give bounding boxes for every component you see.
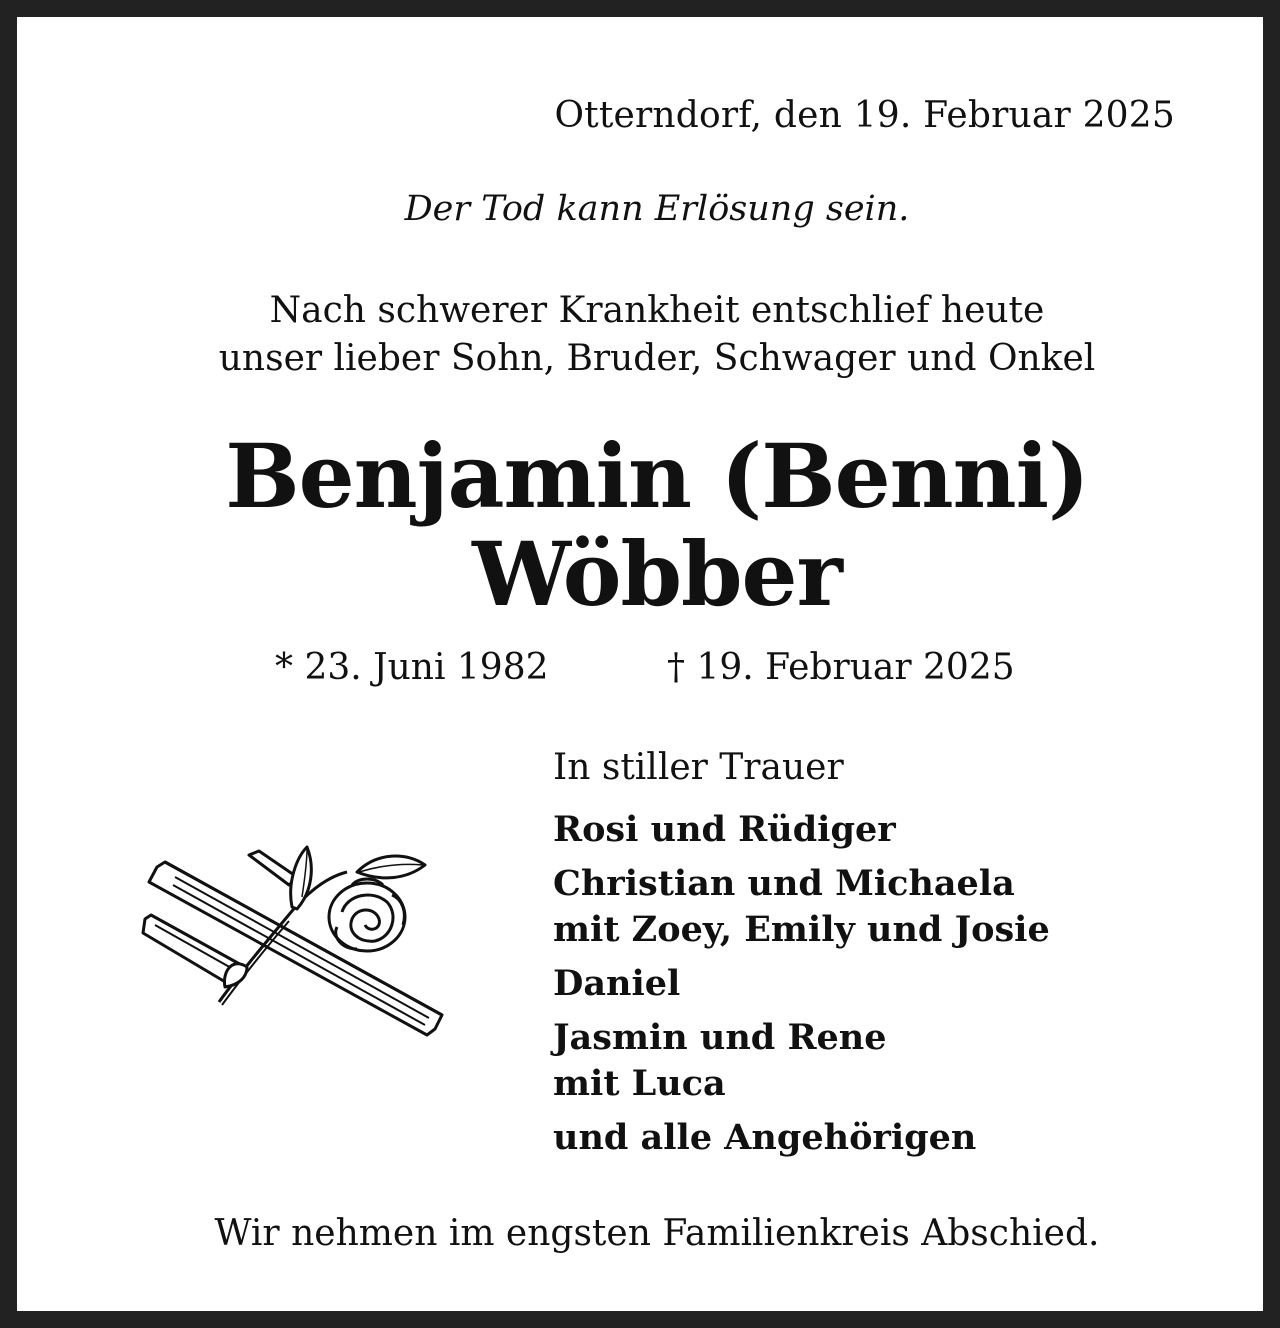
intro-line-1: Nach schwerer Krankheit entschlief heute: [269, 290, 1045, 331]
family-entry: Daniel: [553, 963, 681, 1004]
birth-date: * 23. Juni 1982: [275, 647, 549, 688]
family-entry: und alle Angehörigen: [553, 1117, 977, 1158]
family-entry: Jasmin und Rene mit Luca: [553, 1017, 887, 1104]
motto: Der Tod kann Erlösung sein.: [404, 189, 910, 229]
closing-line: Wir nehmen im engsten Familienkreis Abschied.: [214, 1213, 1100, 1254]
name-line-1: Benjamin (Benni): [225, 424, 1089, 528]
intro-line-2: unser lieber Sohn, Bruder, Schwager und Onkel: [218, 338, 1096, 379]
mourning-title: In stiller Trauer: [553, 747, 844, 788]
family-entry: Rosi und Rüdiger: [553, 809, 896, 850]
name-line-2: Wöbber: [472, 522, 842, 626]
date-place: Otterndorf, den 19. Februar 2025: [554, 95, 1175, 136]
intro-text: [17, 287, 1280, 383]
family-entry: Christian und Michaela mit Zoey, Emily und Josie: [553, 863, 1050, 950]
cross-with-rose-icon: [137, 837, 447, 1051]
death-date: † 19. Februar 2025: [667, 647, 1015, 688]
family-list: [553, 807, 1050, 1169]
deceased-name: [17, 424, 1280, 626]
